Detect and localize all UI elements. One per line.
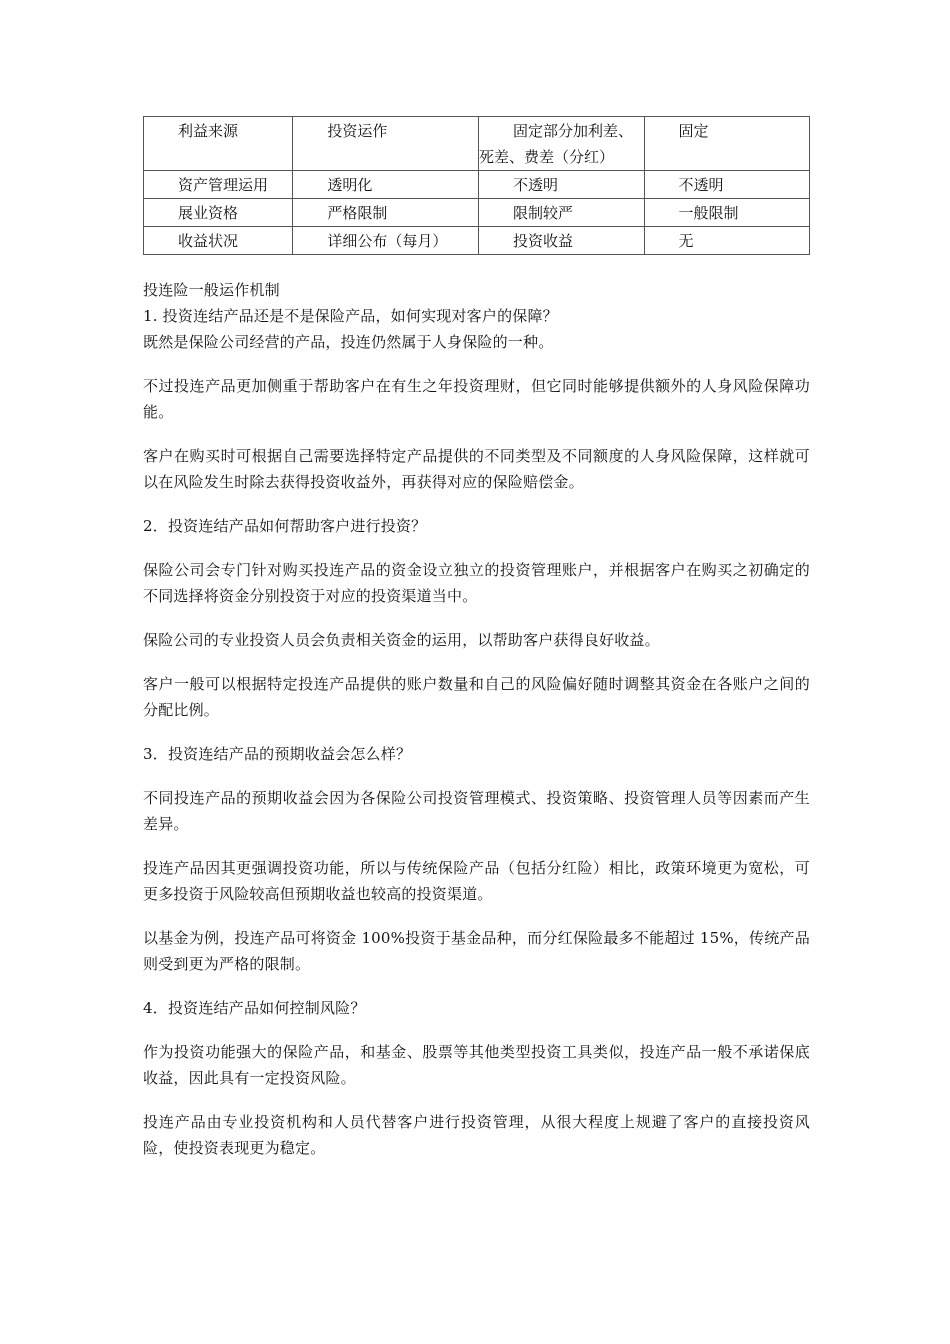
table-cell: 投资运作 [293,117,479,171]
table-cell: 固定部分加利差、死差、费差（分红） [479,117,644,171]
table-cell: 固定 [644,117,810,171]
table-cell: 无 [644,227,810,255]
table-cell: 不透明 [479,171,644,199]
question-heading: 1. 投资连结产品还是不是保险产品，如何实现对客户的保障？ [143,307,558,325]
paragraph: 既然是保险公司经营的产品，投连仍然属于人身保险的一种。 [143,333,554,351]
table-row [144,117,810,171]
paragraph: 作为投资功能强大的保险产品，和基金、股票等其他类型投资工具类似，投连产品一般不承诺保底收益，因此具有一定投资风险。 [143,1043,810,1087]
table-cell: 限制较严 [479,199,644,227]
table-cell: 利益来源 [144,117,293,171]
table-row [144,171,810,199]
paragraph: 客户一般可以根据特定投连产品提供的账户数量和自己的风险偏好随时调整其资金在各账户之间的分配比例。 [143,675,810,719]
comparison-table [143,116,810,255]
table-cell: 收益状况 [144,227,293,255]
question-heading: 4．投资连结产品如何控制风险？ [143,999,366,1017]
paragraph: 客户在购买时可根据自己需要选择特定产品提供的不同类型及不同额度的人身风险保障，这样就可以在风险发生时除去获得投资收益外，再获得对应的保险赔偿金。 [143,447,810,491]
table-cell: 详细公布（每月） [293,227,479,255]
table-row [144,227,810,255]
table-row [144,199,810,227]
table-cell: 展业资格 [144,199,293,227]
paragraph: 不同投连产品的预期收益会因为各保险公司投资管理模式、投资策略、投资管理人员等因素而产生差异。 [143,789,810,833]
paragraph: 投连产品因其更强调投资功能，所以与传统保险产品（包括分红险）相比，政策环境更为宽松，可更多投资于风险较高但预期收益也较高的投资渠道。 [143,859,810,903]
paragraph: 以基金为例，投连产品可将资金 100%投资于基金品种，而分红保险最多不能超过 15%，传统产品则受到更为严格的限制。 [143,929,810,973]
article-body [143,277,810,1161]
table-cell: 资产管理运用 [144,171,293,199]
table-cell: 透明化 [293,171,479,199]
section-title: 投连险一般运作机制 [143,281,280,299]
paragraph: 不过投连产品更加侧重于帮助客户在有生之年投资理财，但它同时能够提供额外的人身风险保障功能。 [143,377,810,421]
table-cell: 一般限制 [644,199,810,227]
table-cell: 严格限制 [293,199,479,227]
paragraph: 保险公司会专门针对购买投连产品的资金设立独立的投资管理账户，并根据客户在购买之初确定的不同选择将资金分别投资于对应的投资渠道当中。 [143,561,810,605]
question-heading: 3．投资连结产品的预期收益会怎么样？ [143,745,412,763]
table-cell: 不透明 [644,171,810,199]
paragraph: 投连产品由专业投资机构和人员代替客户进行投资管理，从很大程度上规避了客户的直接投资风险，使投资表现更为稳定。 [143,1113,810,1157]
table-cell: 投资收益 [479,227,644,255]
question-heading: 2．投资连结产品如何帮助客户进行投资？ [143,517,427,535]
paragraph: 保险公司的专业投资人员会负责相关资金的运用，以帮助客户获得良好收益。 [143,631,660,649]
document-page [143,116,810,1161]
